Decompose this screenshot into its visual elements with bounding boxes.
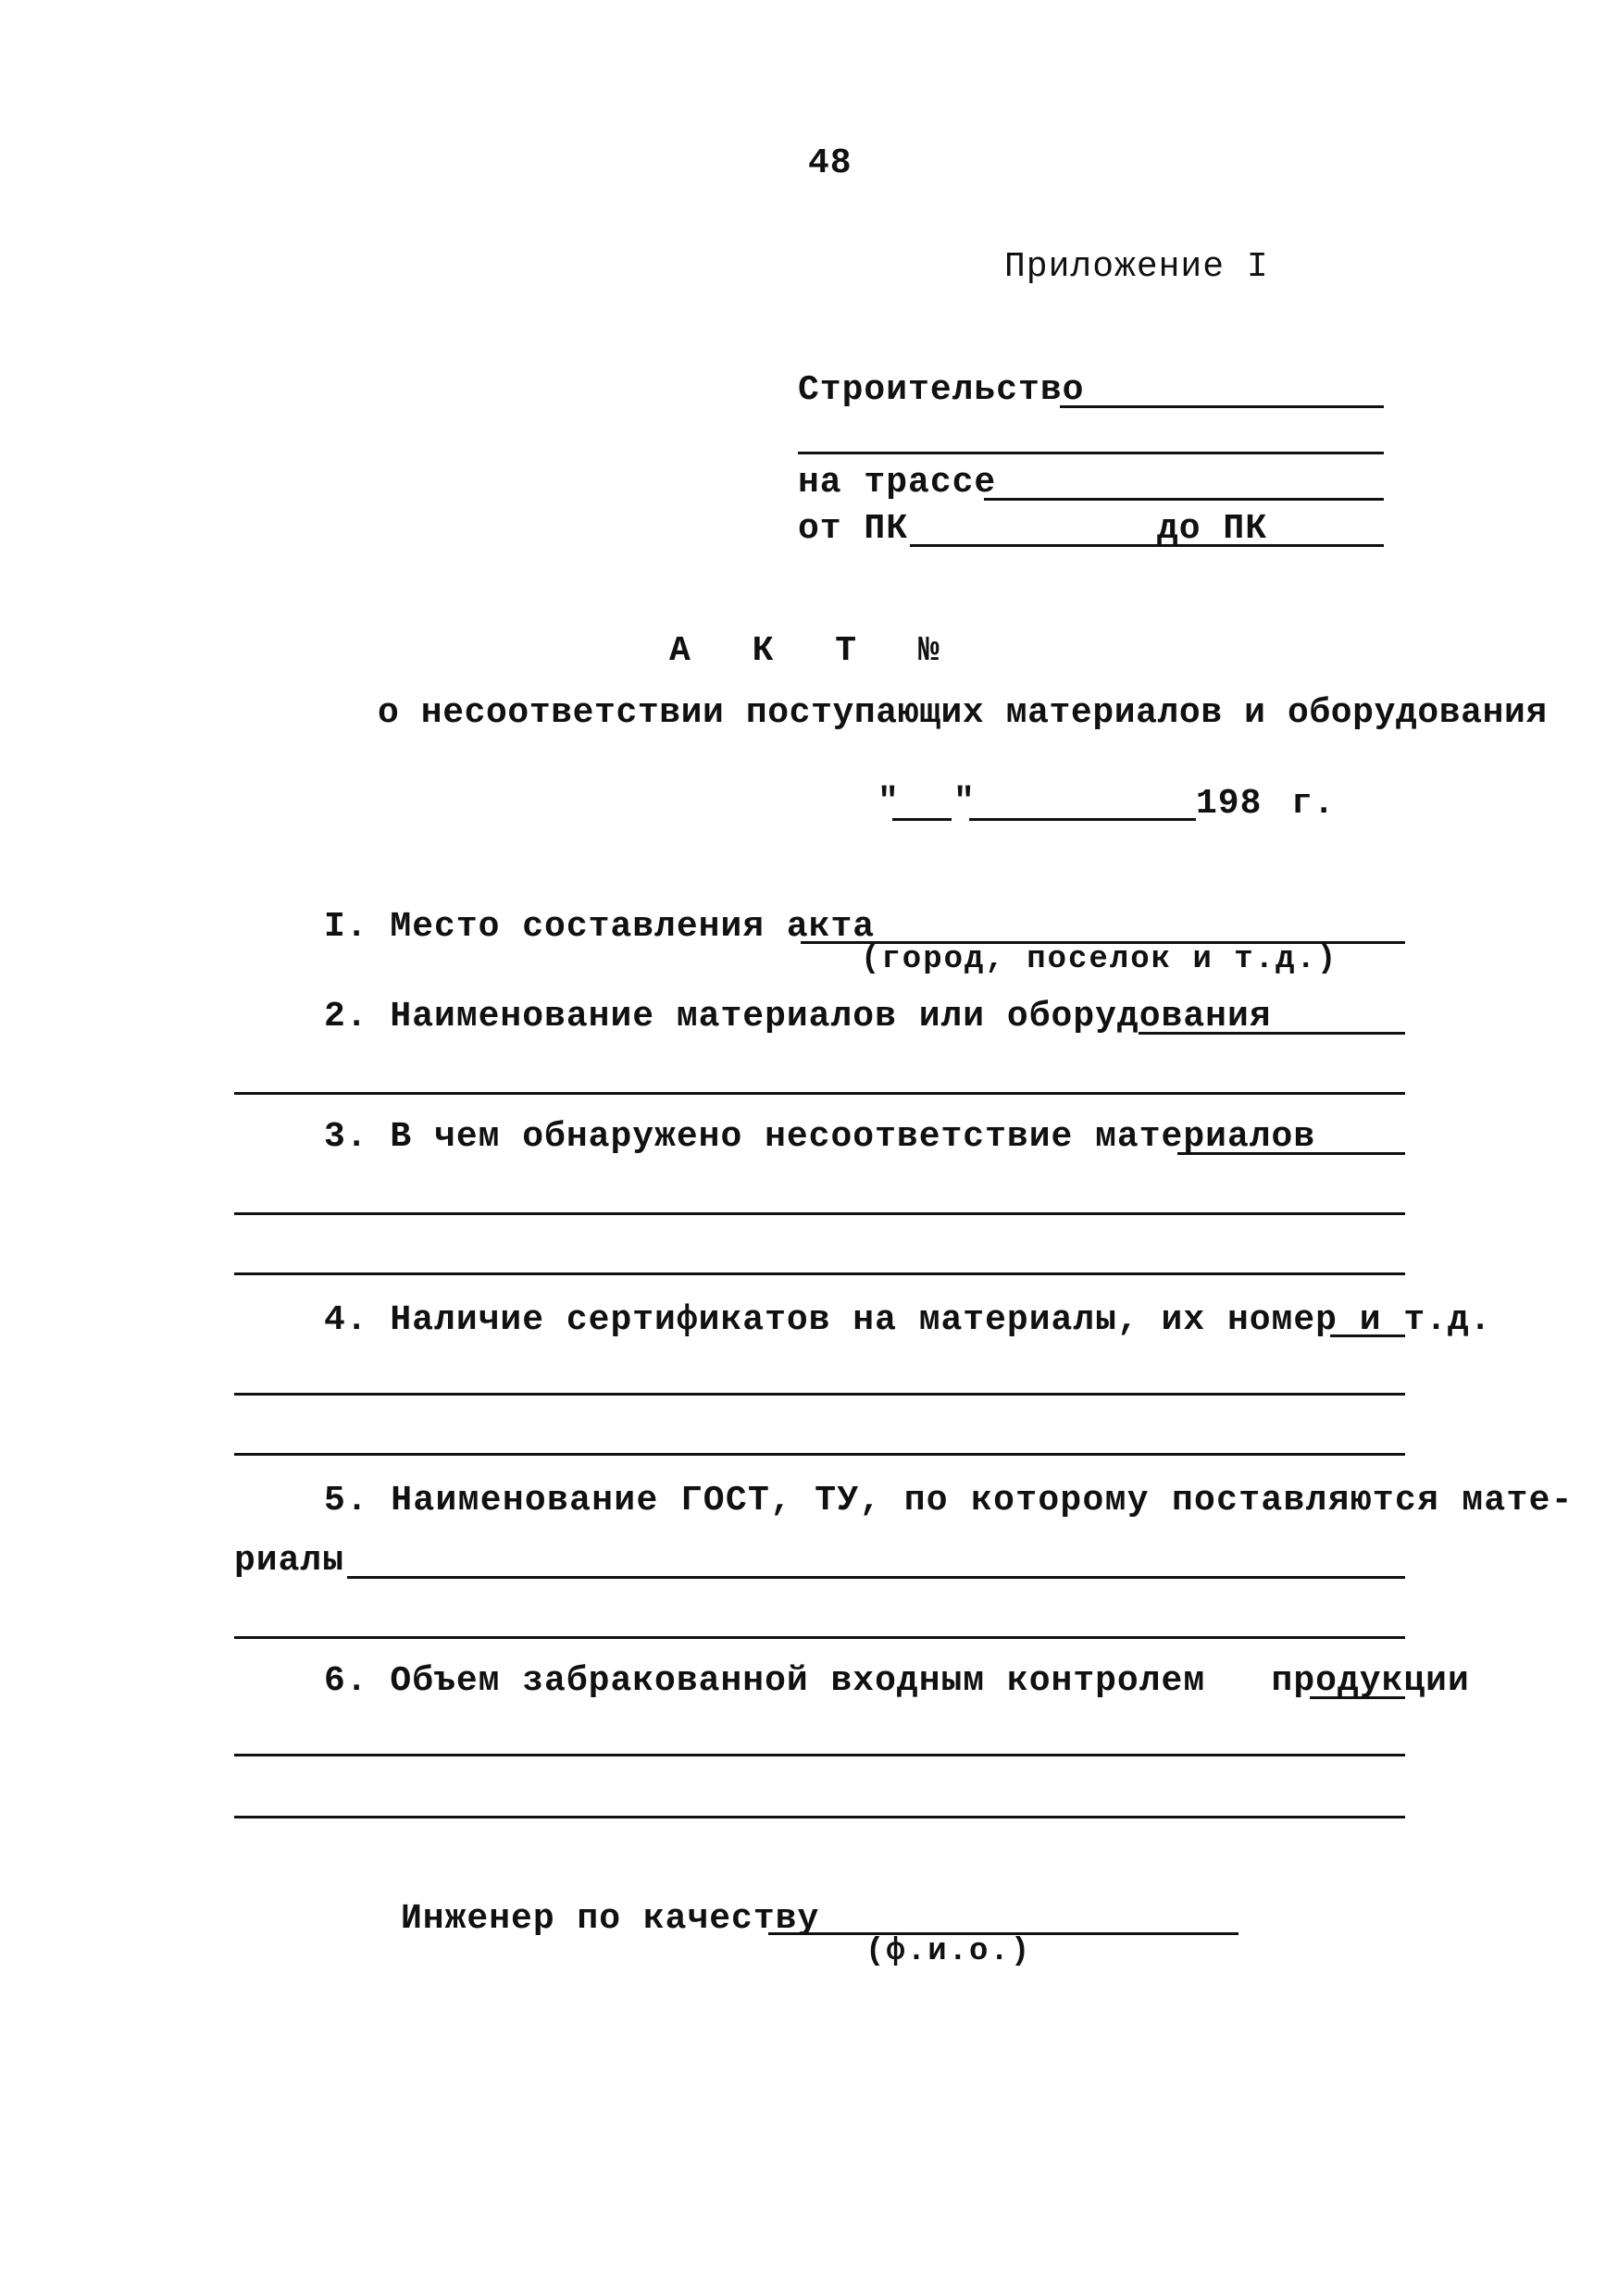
route-label: на трассе	[798, 463, 997, 503]
item-2-field[interactable]	[1139, 1032, 1405, 1035]
item-3-label: 3. В чем обнаружено несоответствие материалов	[324, 1117, 1316, 1157]
item-6-field-line-3[interactable]	[234, 1816, 1405, 1818]
signature-label: Инженер по качеству	[401, 1899, 820, 1939]
construction-field-line-2[interactable]	[798, 452, 1384, 454]
item-1-label: I. Место составления акта	[324, 907, 876, 947]
item-3-field-line-3[interactable]	[234, 1272, 1405, 1275]
construction-label: Строительство	[798, 370, 1085, 410]
item-5-field[interactable]	[347, 1576, 1405, 1579]
item-6-label: 6. Объем забракованной входным контролем продукции	[324, 1661, 1470, 1701]
item-5-continuation: риалы	[234, 1541, 345, 1581]
to-pk-label: до ПК	[1157, 509, 1268, 549]
date-year: 198	[1196, 784, 1263, 824]
item-6-field-line-2[interactable]	[234, 1754, 1405, 1756]
item-3-field-line-2[interactable]	[234, 1212, 1405, 1215]
construction-field[interactable]	[1060, 405, 1384, 408]
document-subtitle: о несоответствии поступающих материалов и оборудования	[378, 693, 1548, 733]
item-2-field-line-2[interactable]	[234, 1092, 1405, 1095]
date-open-quote: "	[877, 782, 900, 822]
item-4-field-line-2[interactable]	[234, 1393, 1405, 1396]
item-5-label: 5. Наименование ГОСТ, ТУ, по которому поставляются мате-	[324, 1481, 1574, 1520]
from-pk-label: от ПК	[798, 509, 909, 549]
appendix-label: Приложение I	[1004, 247, 1269, 287]
item-3-field[interactable]	[1177, 1152, 1405, 1155]
item-4-label: 4. Наличие сертификатов на материалы, их номер и т.д.	[324, 1300, 1492, 1340]
document-title: А К Т №	[669, 631, 960, 671]
signature-hint: (ф.и.о.)	[865, 1934, 1032, 1969]
item-5-field-line-2[interactable]	[234, 1636, 1405, 1639]
route-field[interactable]	[984, 498, 1384, 501]
item-4-field[interactable]	[1330, 1334, 1405, 1337]
date-close-quote: "	[953, 782, 976, 822]
item-1-hint: (город, поселок и т.д.)	[861, 942, 1338, 977]
item-2-label: 2. Наименование материалов или оборудования	[324, 997, 1272, 1036]
date-month-field[interactable]	[969, 818, 1196, 821]
date-day-field[interactable]	[892, 818, 952, 821]
item-6-field[interactable]	[1310, 1696, 1405, 1699]
item-4-field-line-3[interactable]	[234, 1453, 1405, 1456]
date-year-suffix: г.	[1291, 784, 1336, 824]
page-number: 48	[808, 143, 853, 183]
from-pk-field[interactable]	[910, 544, 1384, 547]
